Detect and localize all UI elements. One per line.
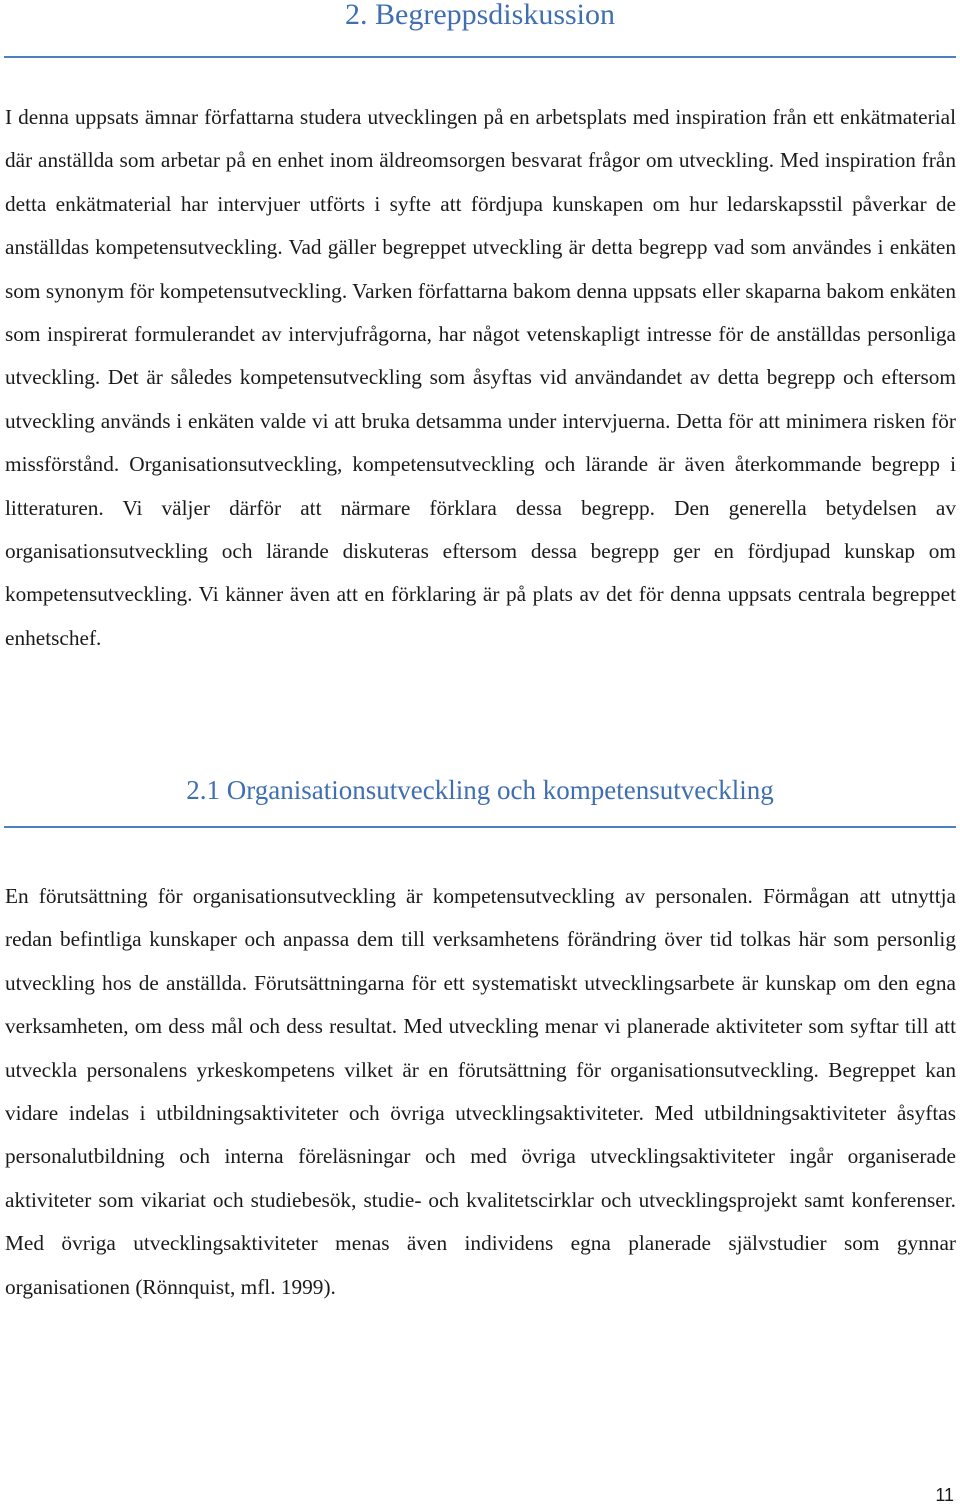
page-number: 11 xyxy=(935,1485,954,1505)
subsection-paragraph: En förutsättning för organisationsutveckling är kompetensutveckling av personalen. Förmågan att utnyttja redan befintliga kunskaper och anpassa dem till verksamhetens förändring över tid tolkas här som personlig utveckling hos de anställda. Förutsättningarna för ett systematiskt utvecklingsarbete är kunskap om den egna verksamheten, om dess mål och dess resultat. Med utveckling menar vi planerade aktiviteter som syftar till att utveckla personalens yrkeskompetens vilket är en förutsättning för organisationsutveckling. Begreppet kan vidare indelas i utbildningsaktiviteter och övriga utvecklingsaktiviteter. Med utbildningsaktiviteter åsyftas personalutbildning och interna föreläsningar och med övriga utvecklingsaktiviteter ingår organiserade aktiviteter som vikariat och studiebesök, studie- och kvalitetscirklar och utvecklingsprojekt samt konferenser. Med övriga utvecklingsaktiviteter menas även individens egna planerade självstudier som gynnar organisationen (Rönnquist, mfl. 1999). xyxy=(5,884,956,1299)
section-paragraph: I denna uppsats ämnar författarna studera utvecklingen på en arbetsplats med inspiration från ett enkätmaterial där anställda som arbetar på en enhet inom äldreomsorgen besvarat frågor om utveckling. Med inspiration från detta enkätmaterial har intervjuer utförts i syfte att fördjupa kunskapen om hur ledarskapsstil påverkar de anställdas kompetensutveckling. Vad gäller begreppet utveckling är detta begrepp vad som användes i enkäten som synonym för kompetensutveckling. Varken författarna bakom denna uppsats eller skaparna bakom enkäten som inspirerat formulerandet av intervjufrågorna, har något vetenskapligt intresse för de anställdas personliga utveckling. Det är således kompetensutveckling som åsyftas vid användandet av detta begrepp och eftersom utveckling används i enkäten valde vi att bruka detsamma under intervjuerna. Detta för att minimera risken för missförstånd. Organisationsutveckling, kompetensutveckling och lärande är även återkommande begrepp i litteraturen. Vi väljer därför att närmare förklara dessa begrepp. Den generella betydelsen av organisationsutveckling och lärande diskuteras eftersom dessa begrepp ger en fördjupad kunskap om kompetensutveckling. Vi känner även att en förklaring är på plats av det för denna uppsats centrala begreppet enhetschef. xyxy=(5,105,956,650)
section-heading: 2. Begreppsdiskussion xyxy=(345,0,615,31)
heading-underline xyxy=(4,56,956,58)
subsection-heading: 2.1 Organisationsutveckling och kompetensutveckling xyxy=(186,775,774,805)
subheading-underline xyxy=(4,826,956,828)
